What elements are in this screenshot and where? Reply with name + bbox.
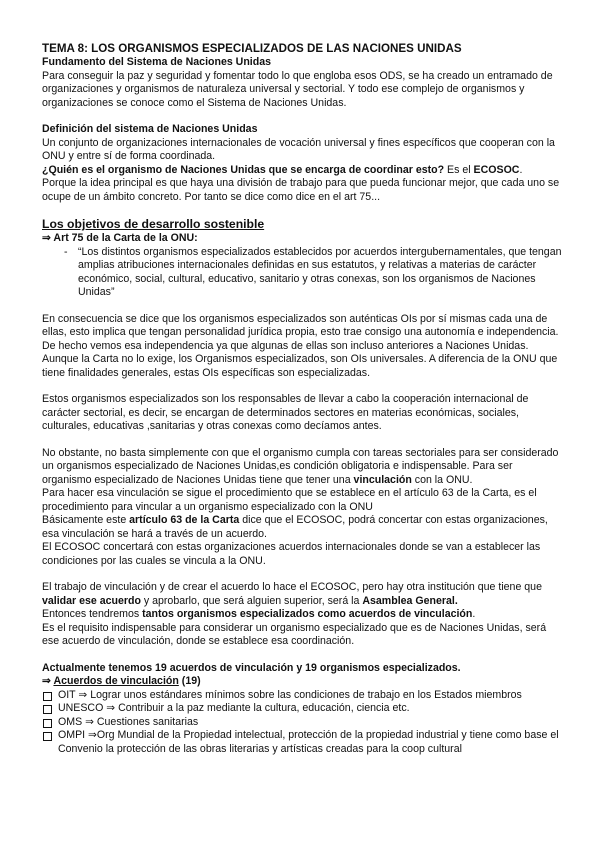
- section-heading-actualmente: Actualmente tenemos 19 acuerdos de vinculación y 19 organismos especializados.: [42, 661, 461, 674]
- list-item: OMPI ⇒Org Mundial de la Propiedad intelectual, protección de la propiedad industrial y tiene como base el Convenio la protección de las obras literarias y artísticas creadas para la coop cultural: [42, 729, 562, 756]
- paragraph-question: ¿Quién es el organismo de Naciones Unidas que se encarga de coordinar esto? Es el ECOSOC.: [42, 163, 523, 176]
- checkbox-bullet-icon: [43, 732, 52, 741]
- document-page: [42, 42, 562, 756]
- document-title: TEMA 8: LOS ORGANISMOS ESPECIALIZADOS DE LAS NACIONES UNIDAS: [42, 42, 462, 55]
- section-heading-fundamento: Fundamento del Sistema de Naciones Unidas: [42, 56, 271, 68]
- paragraph-consecuencia: En consecuencia se dice que los organismos especializados son auténticas OIs por sí mismas cada una de ellas, esto implica que tengan personalidad jurídica propia, esto trae consigo una autonomía e independencia. De hecho vemos esa independencia ya que algunas de ellas son incluso anteriores a Naciones Unidas. Aunque la Carta no lo exige, los Organismos especializados, son OIs universales. A diferencia de la ONU que tiene finalidades generales, estas OIs específicas son especializadas.: [42, 312, 559, 379]
- paragraph-articulo-63: Básicamente este artículo 63 de la Carta dice que el ECOSOC, podrá concertar con estas organizaciones, esa vinculación se hará a través de un acuerdo.: [42, 514, 548, 540]
- quote-dash: -: [64, 245, 68, 258]
- article-75-heading: ⇒ Art 75 de la Carta de la ONU:: [42, 232, 198, 244]
- paragraph-ecosoc-concertara: El ECOSOC concertará con estas organizaciones acuerdos internacionales donde se van a establecer las condiciones por las cuales se vincula a la ONU.: [42, 541, 541, 567]
- section-heading-ods: Los objetivos de desarrollo sostenible: [42, 217, 265, 231]
- list-item: OMS ⇒ Cuestiones sanitarias: [42, 716, 562, 730]
- checkbox-bullet-icon: [43, 692, 52, 701]
- paragraph-definicion: Un conjunto de organizaciones internacionales de vocación universal y fines específicos que cooperan con la ONU y entre sí de forma coordinada.: [42, 136, 555, 162]
- paragraph-responsables: Estos organismos especializados son los responsables de llevar a cabo la cooperación internacional de carácter sectorial, es decir, se encargan de determinados sectores en materias económicas, sociales, culturales, educativas ,sanitarias y otras conexas como decíamos antes.: [42, 393, 529, 432]
- article-75-quote: [42, 246, 562, 300]
- quote-text: “Los distintos organismos especializados establecidos por acuerdos intergubernamentales, que tengan amplias atribuciones internacionales definidas en sus estatutos, y relativas a materias de carácter económico, social, cultural, educativo, sanitario y otras conexas, son los organismos de Naciones Unidas”: [78, 245, 562, 298]
- paragraph-trabajo-vinculacion: El trabajo de vinculación y de crear el acuerdo lo hace el ECOSOC, pero hay otra institución que tiene que validar ese acuerdo y aprobarlo, que será alguien superior, será la Asamblea General.: [42, 581, 542, 607]
- acuerdos-subheading: ⇒ Acuerdos de vinculación (19): [42, 675, 201, 687]
- paragraph-division-trabajo: Porque la idea principal es que haya una división de trabajo para que pueda funcionar mejor, que cada uno se ocupe de un ámbito concreto. Por tanto se dice como dice en el art 75...: [42, 177, 560, 203]
- paragraph-procedimiento: Para hacer esa vinculación se sigue el procedimiento que se establece en el artículo 63 de la Carta, es el procedimiento para vincular a un organismo especializado con la ONU: [42, 487, 537, 513]
- paragraph-requisito: Es el requisito indispensable para considerar un organismo especializado que es de Naciones Unidas, será ese acuerdo de vinculación, donde se establece esa coordinación.: [42, 621, 547, 647]
- question-text: ¿Quién es el organismo de Naciones Unidas que se encarga de coordinar esto?: [42, 163, 445, 176]
- checkbox-bullet-icon: [43, 719, 52, 728]
- section-heading-definicion: Definición del sistema de Naciones Unidas: [42, 123, 258, 135]
- list-item: OIT ⇒ Lograr unos estándares mínimos sobre las condiciones de trabajo en los Estados miembros: [42, 689, 562, 703]
- checkbox-bullet-icon: [43, 705, 52, 714]
- paragraph-fundamento: Para conseguir la paz y seguridad y fomentar todo lo que engloba esos ODS, se ha creado un entramado de organizaciones y organismos de naturaleza universal y sectorial. Y todo ese complejo de organismos y organizaciones se conoce como el Sistema de Naciones Unidas.: [42, 69, 553, 109]
- list-item: UNESCO ⇒ Contribuir a la paz mediante la cultura, educación, ciencia etc.: [42, 702, 562, 716]
- paragraph-tantos-organismos: Entonces tendremos tantos organismos especializados como acuerdos de vinculación.: [42, 608, 476, 620]
- organismos-list: [42, 689, 562, 757]
- ecosoc-term: ECOSOC: [473, 163, 520, 176]
- paragraph-vinculacion: No obstante, no basta simplemente con que el organismo cumpla con tareas sectoriales para ser considerado un organismos especializado de Naciones Unidas,es condición obligatoria e indispensable. Para ser organismo especializado de Naciones Unidas tiene que tener una vinculación con la ONU.: [42, 446, 559, 486]
